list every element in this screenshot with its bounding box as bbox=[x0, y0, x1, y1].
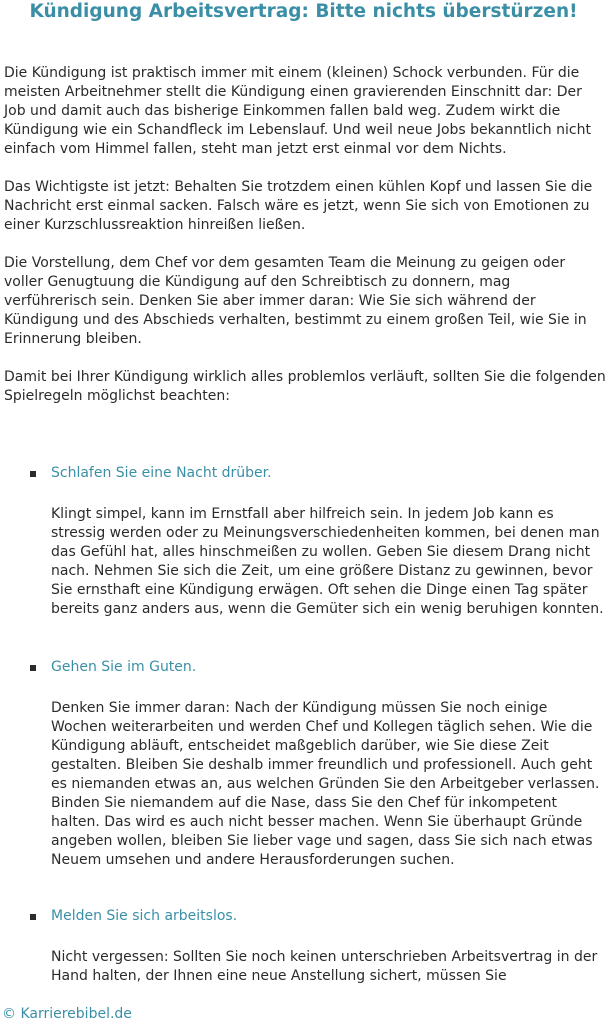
copyright-link[interactable]: © Karrierebibel.de bbox=[2, 1006, 132, 1022]
list-item-heading: Gehen Sie im Guten. bbox=[51, 659, 197, 675]
paragraph: Die Vorstellung, dem Chef vor dem gesamten Team die Meinung zu geigen oder voller Genugtuung die Kündigung auf den Schreibtisch zu donnern, mag verführerisch sein. Denken Sie aber immer daran: Wie Sie sich während der Kündigung und des Abschieds verhalten, bestimmt zu einem großen Teil, wie Sie in Erinnerung bleiben. bbox=[4, 255, 587, 347]
list-item-body: Klingt simpel, kann im Ernstfall aber hilfreich sein. In jedem Job kann es stressig werden oder zu Meinungsverschiedenheiten kommen, bei denen man das Gefühl hat, alles hinschmeißen zu wollen. Geben Sie diesem Drang nicht nach. Nehmen Sie sich die Zeit, um eine größere Distanz zu gewinnen, bevor Sie ernsthaft eine Kündigung erwägen. Oft sehen die Dinge einen Tag später bereits ganz anders aus, wenn die Gemüter sich ein wenig beruhigen konnten. bbox=[51, 506, 604, 617]
article-title: Kündigung Arbeitsvertrag: Bitte nichts überstürzen! bbox=[29, 1, 578, 22]
article-intro bbox=[4, 64, 606, 425]
bullet-icon bbox=[30, 665, 36, 671]
paragraph: Die Kündigung ist praktisch immer mit einem (kleinen) Schock verbunden. Für die meisten Arbeitnehmer stellt die Kündigung einen gravierenden Einschnitt dar: Der Job und damit auch das bisherige Einkommen fallen bald weg. Zudem wirkt die Kündigung wie ein Schandfleck im Lebenslauf. Und weil neue Jobs bekanntlich nicht einfach vom Himmel fallen, steht man jetzt erst einmal vor dem Nichts. bbox=[4, 65, 591, 157]
bullet-icon bbox=[30, 471, 36, 477]
paragraph: Das Wichtigste ist jetzt: Behalten Sie trotzdem einen kühlen Kopf und lassen Sie die Nachricht erst einmal sacken. Falsch wäre es jetzt, wenn Sie sich von Emotionen zu einer Kurzschlussreaktion hinreißen ließen. bbox=[4, 179, 593, 233]
paragraph: Damit bei Ihrer Kündigung wirklich alles problemlos verläuft, sollten Sie die folgenden Spielregeln möglichst beachten: bbox=[4, 369, 606, 404]
bullet-icon bbox=[30, 914, 36, 920]
list-item-heading: Melden Sie sich arbeitslos. bbox=[51, 908, 238, 924]
list-item-heading: Schlafen Sie eine Nacht drüber. bbox=[51, 465, 272, 481]
list-item-body: Nicht vergessen: Sollten Sie noch keinen unterschrieben Arbeitsvertrag in der Hand halten, der Ihnen eine neue Anstellung sichert, müssen Sie bbox=[51, 949, 598, 984]
list-item-body: Denken Sie immer daran: Nach der Kündigung müssen Sie noch einige Wochen weiterarbeiten und werden Chef und Kollegen täglich sehen. Wie die Kündigung abläuft, entscheidet maßgeblich darüber, wie Sie diese Zeit gestalten. Bleiben Sie deshalb immer freundlich und professionell. Auch geht es niemanden etwas an, aus welchen Gründen Sie den Arbeitgeber verlassen. Binden Sie niemandem auf die Nase, dass Sie den Chef für inkompetent halten. Das wird es auch nicht besser machen. Wenn Sie überhaupt Gründe angeben wollen, bleiben Sie lieber vage und sagen, dass Sie sich nach etwas Neuem umsehen und andere Herausforderungen suchen. bbox=[51, 700, 600, 868]
